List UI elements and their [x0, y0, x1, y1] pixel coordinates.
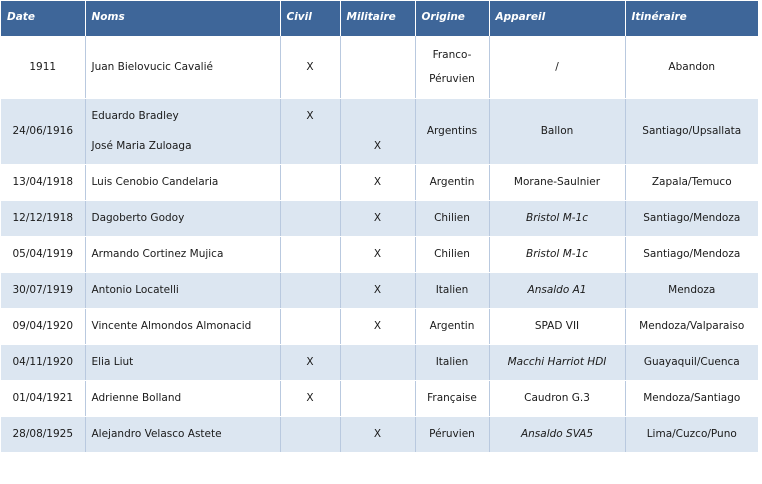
cell-appareil: Morane-Saulnier	[489, 164, 625, 200]
cell-appareil: Ansaldo A1	[489, 272, 625, 308]
cell-civil: X	[280, 344, 340, 380]
cell-itineraire: Santiago/Mendoza	[625, 236, 758, 272]
table-body	[1, 36, 758, 452]
cell-militaire	[340, 36, 415, 98]
cell-appareil: SPAD VII	[489, 308, 625, 344]
cell-militaire: X	[340, 416, 415, 452]
table-row	[1, 380, 758, 416]
cell-civil	[280, 272, 340, 308]
header-date: Date	[1, 1, 85, 36]
cell-itineraire: Santiago/Mendoza	[625, 200, 758, 236]
header-origine: Origine	[415, 1, 489, 36]
cell-origine: Argentin	[415, 308, 489, 344]
table-row	[1, 416, 758, 452]
cell-origine-line: Péruvien	[429, 72, 475, 85]
cell-itineraire: Mendoza	[625, 272, 758, 308]
cell-date: 30/07/1919	[1, 272, 85, 308]
cell-itineraire: Mendoza/Santiago	[625, 380, 758, 416]
cell-civil	[280, 416, 340, 452]
cell-itineraire: Zapala/Temuco	[625, 164, 758, 200]
cell-date: 28/08/1925	[1, 416, 85, 452]
cell-origine: Péruvien	[415, 416, 489, 452]
cell-appareil: Bristol M-1c	[489, 200, 625, 236]
cell-origine-line: Franco-	[432, 48, 472, 61]
header-appareil: Appareil	[489, 1, 625, 36]
cell-origine: Argentin	[415, 164, 489, 200]
cell-names: Antonio Locatelli	[85, 272, 280, 308]
cell-date: 24/06/1916	[1, 98, 85, 164]
cell-appareil: /	[489, 36, 625, 98]
cell-names: Vincente Almondos Almonacid	[85, 308, 280, 344]
cell-civil	[280, 98, 340, 164]
cell-origine: Argentins	[415, 98, 489, 164]
header-noms: Noms	[85, 1, 280, 36]
cell-militaire	[340, 344, 415, 380]
cell-itineraire: Mendoza/Valparaiso	[625, 308, 758, 344]
cell-names: Luis Cenobio Candelaria	[85, 164, 280, 200]
table-row	[1, 236, 758, 272]
cell-civil-line	[285, 140, 336, 152]
cell-itineraire: Santiago/Upsallata	[625, 98, 758, 164]
cell-civil-line: X	[306, 110, 314, 122]
cell-civil	[280, 236, 340, 272]
cell-names	[85, 98, 280, 164]
cell-date: 01/04/1921	[1, 380, 85, 416]
cell-appareil: Ansaldo SVA5	[489, 416, 625, 452]
cell-itineraire: Abandon	[625, 36, 758, 98]
cell-militaire	[340, 98, 415, 164]
cell-names: Juan Bielovucic Cavalié	[85, 36, 280, 98]
cell-names: Alejandro Velasco Astete	[85, 416, 280, 452]
cell-origine	[415, 36, 489, 98]
cell-civil: X	[280, 36, 340, 98]
cell-origine: Italien	[415, 272, 489, 308]
cell-militaire: X	[340, 164, 415, 200]
cell-militaire-line	[345, 110, 411, 122]
cell-civil: X	[280, 380, 340, 416]
table-row	[1, 344, 758, 380]
cell-appareil: Caudron G.3	[489, 380, 625, 416]
cell-date: 13/04/1918	[1, 164, 85, 200]
aviators-table-container	[1, 1, 758, 453]
cell-appareil: Ballon	[489, 98, 625, 164]
header-row	[1, 1, 758, 36]
header-militaire: Militaire	[340, 1, 415, 36]
cell-militaire: X	[340, 200, 415, 236]
cell-militaire: X	[340, 308, 415, 344]
cell-date: 04/11/1920	[1, 344, 85, 380]
cell-origine: Chilien	[415, 236, 489, 272]
cell-date: 09/04/1920	[1, 308, 85, 344]
table-row	[1, 98, 758, 164]
cell-itineraire: Lima/Cuzco/Puno	[625, 416, 758, 452]
table-row	[1, 36, 758, 98]
cell-appareil: Bristol M-1c	[489, 236, 625, 272]
cell-origine: Italien	[415, 344, 489, 380]
cell-militaire	[340, 380, 415, 416]
table-row	[1, 272, 758, 308]
table-row	[1, 308, 758, 344]
header-itineraire: Itinéraire	[625, 1, 758, 36]
header-civil: Civil	[280, 1, 340, 36]
table-row	[1, 164, 758, 200]
table-row	[1, 200, 758, 236]
cell-civil	[280, 164, 340, 200]
cell-names: Dagoberto Godoy	[85, 200, 280, 236]
cell-names: Armando Cortinez Mujica	[85, 236, 280, 272]
cell-civil	[280, 200, 340, 236]
cell-origine: Française	[415, 380, 489, 416]
cell-itineraire: Guayaquil/Cuenca	[625, 344, 758, 380]
cell-militaire-line: X	[373, 140, 382, 152]
cell-names-line: José Maria Zuloaga	[91, 140, 192, 152]
cell-date: 1911	[1, 36, 85, 98]
cell-militaire: X	[340, 236, 415, 272]
cell-names: Adrienne Bolland	[85, 380, 280, 416]
cell-appareil: Macchi Harriot HDI	[489, 344, 625, 380]
cell-date: 12/12/1918	[1, 200, 85, 236]
cell-names-line: Eduardo Bradley	[91, 110, 179, 122]
cell-militaire: X	[340, 272, 415, 308]
cell-origine: Chilien	[415, 200, 489, 236]
cell-names: Elia Liut	[85, 344, 280, 380]
cell-civil	[280, 308, 340, 344]
aviators-table	[1, 1, 758, 453]
cell-date: 05/04/1919	[1, 236, 85, 272]
